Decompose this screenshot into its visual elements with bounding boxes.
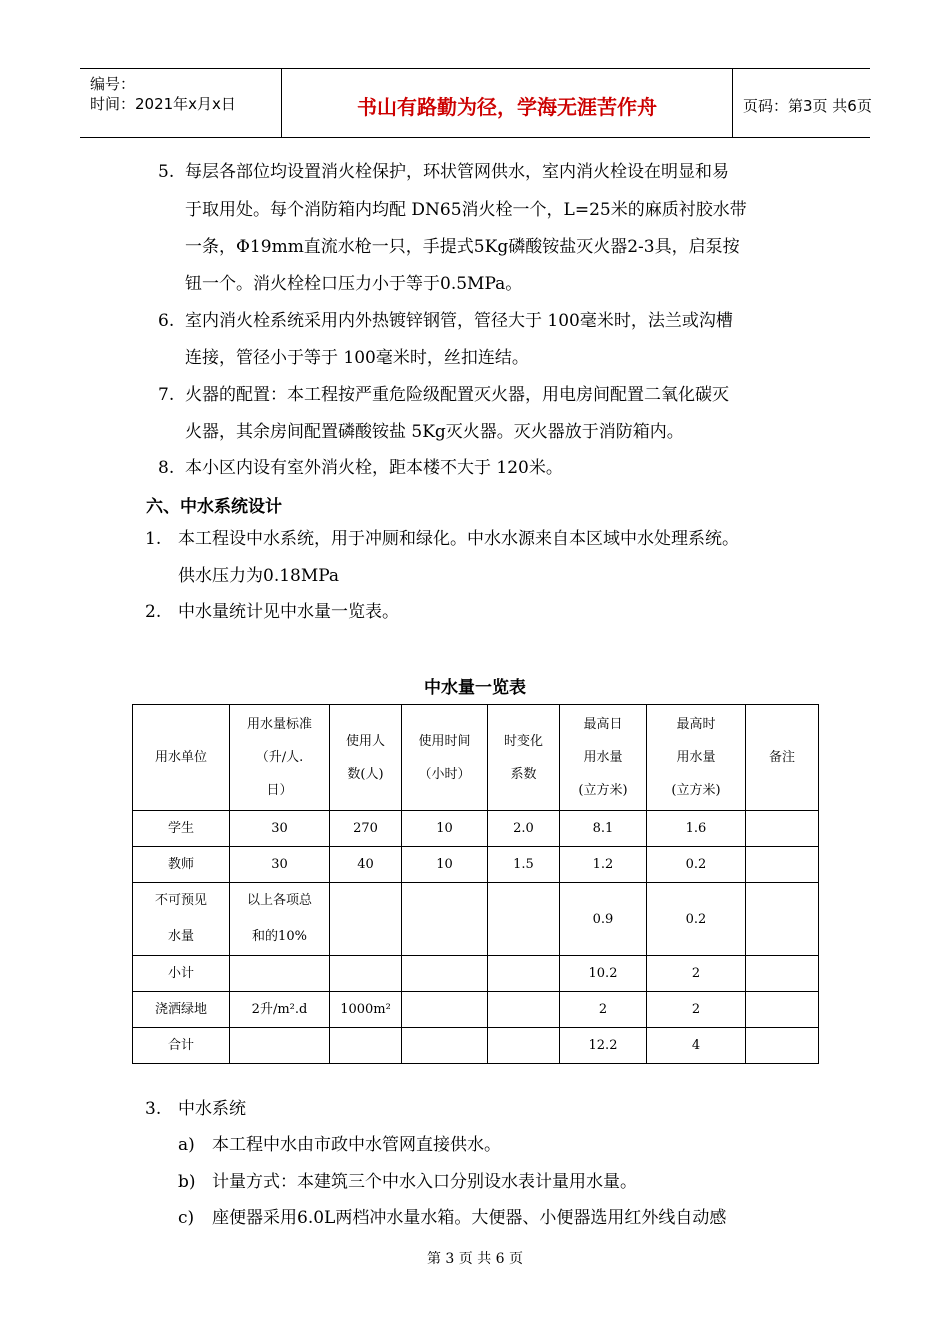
table-cell xyxy=(746,847,819,883)
cell-text: 1000m² xyxy=(340,1002,391,1017)
cell-text: 0.2 xyxy=(685,911,707,927)
table-header-cell xyxy=(230,705,330,811)
item-number: 1. xyxy=(145,529,162,549)
cell-text: 小计 xyxy=(167,966,194,981)
cell-text: 学生 xyxy=(167,821,194,836)
table-header-cell xyxy=(133,705,230,811)
cell-text: 10.2 xyxy=(588,966,618,981)
table-header-cell xyxy=(488,705,560,811)
cell-text: 12.2 xyxy=(588,1038,618,1053)
table-cell xyxy=(133,847,230,883)
page-label: 页码：第3页 共6页 xyxy=(743,97,872,115)
table-cell xyxy=(133,883,230,956)
cell-text: 1.5 xyxy=(513,857,534,872)
table-cell xyxy=(488,1028,560,1064)
table-cell xyxy=(230,811,330,847)
text-line: 连接，管径小于等于 100毫米时，丝扣连结。 xyxy=(185,348,529,368)
cell-text: 270 xyxy=(353,821,378,836)
text-line: 本工程设中水系统，用于冲厕和绿化。中水水源来自本区域中水处理系统。 xyxy=(178,529,739,549)
cell-text: 不可预见 xyxy=(154,893,207,908)
table-row xyxy=(133,883,819,956)
table-cell xyxy=(133,811,230,847)
cell-text: 教师 xyxy=(167,857,194,872)
cell-text: 用水单位 xyxy=(154,750,207,765)
table-row xyxy=(133,811,819,847)
cell-text: 使用人 xyxy=(345,733,385,749)
table-cell xyxy=(230,1028,330,1064)
table-cell xyxy=(402,992,488,1028)
text-line: 一条，Φ19mm直流水枪一只，手提式5Kg磷酸铵盐灭火器2-3具，启泵按 xyxy=(185,237,740,257)
table-cell xyxy=(330,1028,402,1064)
table-cell xyxy=(488,811,560,847)
table-cell xyxy=(230,992,330,1028)
text-line: 本小区内设有室外消火栓，距本楼不大于 120米。 xyxy=(185,458,563,478)
text-line: 中水量统计见中水量一览表。 xyxy=(178,602,399,622)
table-cell xyxy=(560,992,647,1028)
table-cell xyxy=(647,992,746,1028)
table-row xyxy=(133,1028,819,1064)
table-cell xyxy=(402,956,488,992)
cell-text: 系数 xyxy=(510,766,537,782)
cell-text: 1.6 xyxy=(685,821,707,836)
cell-text: 备注 xyxy=(768,750,795,765)
number-label: 编号： xyxy=(90,75,136,93)
cell-text: 和的10% xyxy=(252,929,307,944)
table-cell xyxy=(330,956,402,992)
table-cell xyxy=(133,992,230,1028)
subitem-label: a) xyxy=(178,1135,195,1155)
table-cell xyxy=(133,1028,230,1064)
table-header-row xyxy=(133,705,819,811)
text-line: 钮一个。消火栓栓口压力小于等于0.5MPa。 xyxy=(185,274,523,294)
table-cell xyxy=(746,883,819,956)
cell-text: 以上各项总 xyxy=(246,893,312,908)
item-number: 3. xyxy=(145,1099,162,1119)
cell-text: 使用时间 xyxy=(418,733,471,749)
cell-text: 最高日 xyxy=(583,717,623,732)
cell-text: 30 xyxy=(271,857,288,872)
table-cell xyxy=(560,956,647,992)
table-cell xyxy=(647,811,746,847)
page-footer: 第 3 页 共 6 页 xyxy=(426,1251,524,1267)
table-cell xyxy=(402,811,488,847)
cell-text: （升/人. xyxy=(255,750,304,765)
cell-text: 30 xyxy=(271,821,288,836)
cell-text: 0.9 xyxy=(592,911,614,927)
cell-text: 日） xyxy=(266,783,293,798)
header-left-cell xyxy=(80,69,282,137)
subitem-label: b) xyxy=(178,1172,196,1192)
header-motto: 书山有路勤为径，学海无涯苦作舟 xyxy=(357,95,657,119)
table-cell xyxy=(488,956,560,992)
cell-text: 40 xyxy=(357,857,374,872)
cell-text: 合计 xyxy=(167,1038,194,1053)
table-cell xyxy=(402,883,488,956)
text-line: 供水压力为0.18MPa xyxy=(178,566,340,586)
text-line: 室内消火栓系统采用内外热镀锌钢管，管径大于 100毫米时，法兰或沟槽 xyxy=(185,311,733,331)
subsection-title: 中水系统 xyxy=(178,1099,246,1119)
table-cell xyxy=(330,992,402,1028)
table-cell xyxy=(133,956,230,992)
table-row xyxy=(133,992,819,1028)
cell-text: 数(人) xyxy=(347,766,384,782)
table-cell xyxy=(560,811,647,847)
text-line: 每层各部位均设置消火栓保护，环状管网供水，室内消火栓设在明显和易 xyxy=(185,162,729,182)
table-cell xyxy=(230,883,330,956)
table-cell xyxy=(560,883,647,956)
cell-text: 2升/m².d xyxy=(251,1002,308,1017)
cell-text: 4 xyxy=(691,1038,701,1053)
item-number: 6. xyxy=(158,311,175,331)
table-cell xyxy=(647,956,746,992)
cell-text: 用水量标准 xyxy=(246,717,312,732)
cell-text: (立方米) xyxy=(578,783,628,798)
table-cell xyxy=(560,847,647,883)
text-line: 火器，其余房间配置磷酸铵盐 5Kg灭火器。灭火器放于消防箱内。 xyxy=(185,422,684,442)
cell-text: 用水量 xyxy=(583,750,623,765)
table-cell xyxy=(488,992,560,1028)
header-right-cell xyxy=(733,69,870,137)
cell-text: 2 xyxy=(691,966,701,981)
water-usage-table xyxy=(132,704,819,1064)
cell-text: 水量 xyxy=(167,929,194,944)
table-cell xyxy=(402,1028,488,1064)
cell-text: 10 xyxy=(436,821,453,836)
section-title: 六、中水系统设计 xyxy=(146,497,282,517)
cell-text: 2.0 xyxy=(513,821,534,836)
item-number: 8. xyxy=(158,458,175,478)
subitem-text: 计量方式：本建筑三个中水入口分别设水表计量用水量。 xyxy=(212,1172,637,1192)
cell-text: 1.2 xyxy=(592,857,614,872)
table-cell xyxy=(647,847,746,883)
table-cell xyxy=(647,1028,746,1064)
table-header-cell xyxy=(402,705,488,811)
table-cell xyxy=(746,1028,819,1064)
cell-text: 8.1 xyxy=(592,821,614,836)
cell-text: 10 xyxy=(436,857,453,872)
text-line: 于取用处。每个消防箱内均配 DN65消火栓一个，L=25米的麻质衬胶水带 xyxy=(185,200,747,220)
table-header-cell xyxy=(560,705,647,811)
subitem-text: 本工程中水由市政中水管网直接供水。 xyxy=(212,1135,501,1155)
table-header-cell xyxy=(647,705,746,811)
table-cell xyxy=(647,883,746,956)
table-cell xyxy=(330,847,402,883)
table-row xyxy=(133,847,819,883)
table-header-cell xyxy=(330,705,402,811)
header-middle-cell xyxy=(282,69,733,137)
cell-text: （小时） xyxy=(418,766,471,782)
table-cell xyxy=(746,956,819,992)
table-cell xyxy=(330,811,402,847)
cell-text: 2 xyxy=(598,1002,608,1017)
page-header xyxy=(80,68,870,138)
cell-text: 时变化 xyxy=(503,733,543,749)
cell-text: 用水量 xyxy=(676,750,716,765)
table-cell xyxy=(746,992,819,1028)
date-label: 时间：2021年x月x日 xyxy=(90,95,236,113)
subitem-label: c) xyxy=(178,1208,195,1228)
item-number: 5. xyxy=(158,162,175,182)
cell-text: (立方米) xyxy=(671,783,721,798)
text-line: 火器的配置：本工程按严重危险级配置灭火器，用电房间配置二氧化碳灭 xyxy=(185,385,729,405)
table-title: 中水量一览表 xyxy=(424,678,526,698)
table-cell xyxy=(230,847,330,883)
table-cell xyxy=(488,847,560,883)
table-cell xyxy=(402,847,488,883)
cell-text: 2 xyxy=(691,1002,701,1017)
table-cell xyxy=(488,883,560,956)
table-row xyxy=(133,956,819,992)
subitem-text: 座便器采用6.0L两档冲水量水箱。大便器、小便器选用红外线自动感 xyxy=(212,1208,727,1228)
cell-text: 0.2 xyxy=(685,857,707,872)
item-number: 7. xyxy=(158,385,175,405)
cell-text: 最高时 xyxy=(676,717,716,732)
table-cell xyxy=(560,1028,647,1064)
table-cell xyxy=(230,956,330,992)
table-cell xyxy=(330,883,402,956)
table-header-cell xyxy=(746,705,819,811)
table-cell xyxy=(746,811,819,847)
item-number: 2. xyxy=(145,602,162,622)
cell-text: 浇洒绿地 xyxy=(154,1002,207,1017)
